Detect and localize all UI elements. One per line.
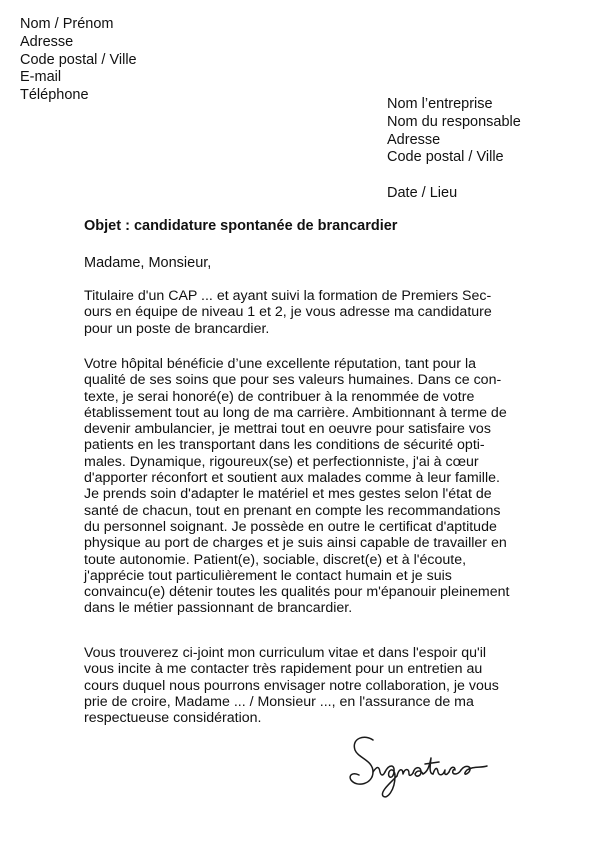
sender-email: E-mail (20, 69, 62, 86)
paragraph-line: toute autonomie. Patient(e), sociable, discret(e) et à l'écoute, (84, 551, 467, 568)
paragraph-line: texte, je serai honoré(e) de contribuer à la renommée de votre (84, 388, 475, 405)
paragraph-line: cours duquel nous pourrons envisager notre collaboration, je vous (84, 677, 499, 694)
salutation: Madame, Monsieur, (84, 255, 212, 271)
sender-name: Nom / Prénom (20, 16, 114, 32)
sender-address-block (20, 16, 137, 105)
paragraph-line: convaincu(e) détenir toutes les qualités pour m'épanouir pleinement (84, 584, 510, 601)
paragraph-line: males. Dynamique, rigoureux(se) et perfectionniste, j'ai à cœur (84, 453, 479, 470)
sender-postal-city: Code postal / Ville (20, 51, 137, 68)
paragraph-motivation (84, 356, 510, 617)
paragraph-line: physique au port de charges et je suis ainsi capable de travailler en (84, 535, 507, 552)
paragraph-line: dans le métier passionnant de brancardier. (84, 600, 353, 617)
paragraph-line: du personnel soignant. Je possède en outre le certificat d'aptitude (84, 518, 497, 535)
paragraph-line: Votre hôpital bénéficie d’une excellente réputation, tant pour la (84, 356, 477, 372)
paragraph-line: Je prends soin d'adapter le matériel et mes gestes selon l'état de (84, 486, 492, 503)
letter-subject: Objet : candidature spontanée de brancardier (84, 218, 398, 234)
recipient-address: Adresse (387, 131, 441, 148)
recipient-manager: Nom du responsable (387, 113, 521, 130)
paragraph-line: Vous trouverez ci-joint mon curriculum vitae et dans l'espoir qu'il (84, 645, 487, 661)
paragraph-line: pour un poste de brancardier. (84, 320, 270, 337)
paragraph-line: vous incite à me contacter très rapidement pour un entretien au (84, 661, 483, 678)
recipient-address-block (387, 96, 521, 167)
recipient-company: Nom l’entreprise (387, 96, 493, 112)
paragraph-line: devenir ambulancier, je mettrai tout en oeuvre pour satisfaire vos (84, 421, 491, 438)
paragraph-line: Titulaire d'un CAP ... et ayant suivi la formation de Premiers Sec- (84, 288, 492, 304)
paragraph-line: patients en les transportant dans les conditions de sécurité opti- (84, 437, 485, 454)
sender-address: Adresse (20, 33, 74, 50)
paragraph-line: qualité de ses soins que pour ses valeurs humaines. Dans ce con- (84, 372, 502, 389)
signature-text: Signature (418, 806, 423, 807)
handwritten-signature (343, 728, 493, 808)
paragraph-line: ours en équipe de niveau 1 et 2, je vous adresse ma candidature (84, 304, 492, 321)
recipient-postal-city: Code postal / Ville (387, 149, 504, 166)
paragraph-intro (84, 288, 504, 337)
date-place: Date / Lieu (387, 185, 458, 201)
paragraph-line: santé de chacun, tout en prenant en compte les recommandations (84, 502, 501, 519)
paragraph-line: d'apporter réconfort et soutient aux malades comme à leur famille. (84, 470, 500, 487)
paragraph-line: respectueuse considération. (84, 710, 262, 727)
paragraph-line: j'apprécie tout particulièrement le contact humain et je suis (84, 567, 452, 584)
paragraph-line: prie de croire, Madame ... / Monsieur ..., en l'assurance de ma (84, 693, 474, 710)
paragraph-closing (84, 645, 504, 726)
sender-phone: Téléphone (20, 87, 89, 104)
paragraph-line: établissement tout au long de ma carrière. Ambitionnant à terme de (84, 404, 507, 421)
